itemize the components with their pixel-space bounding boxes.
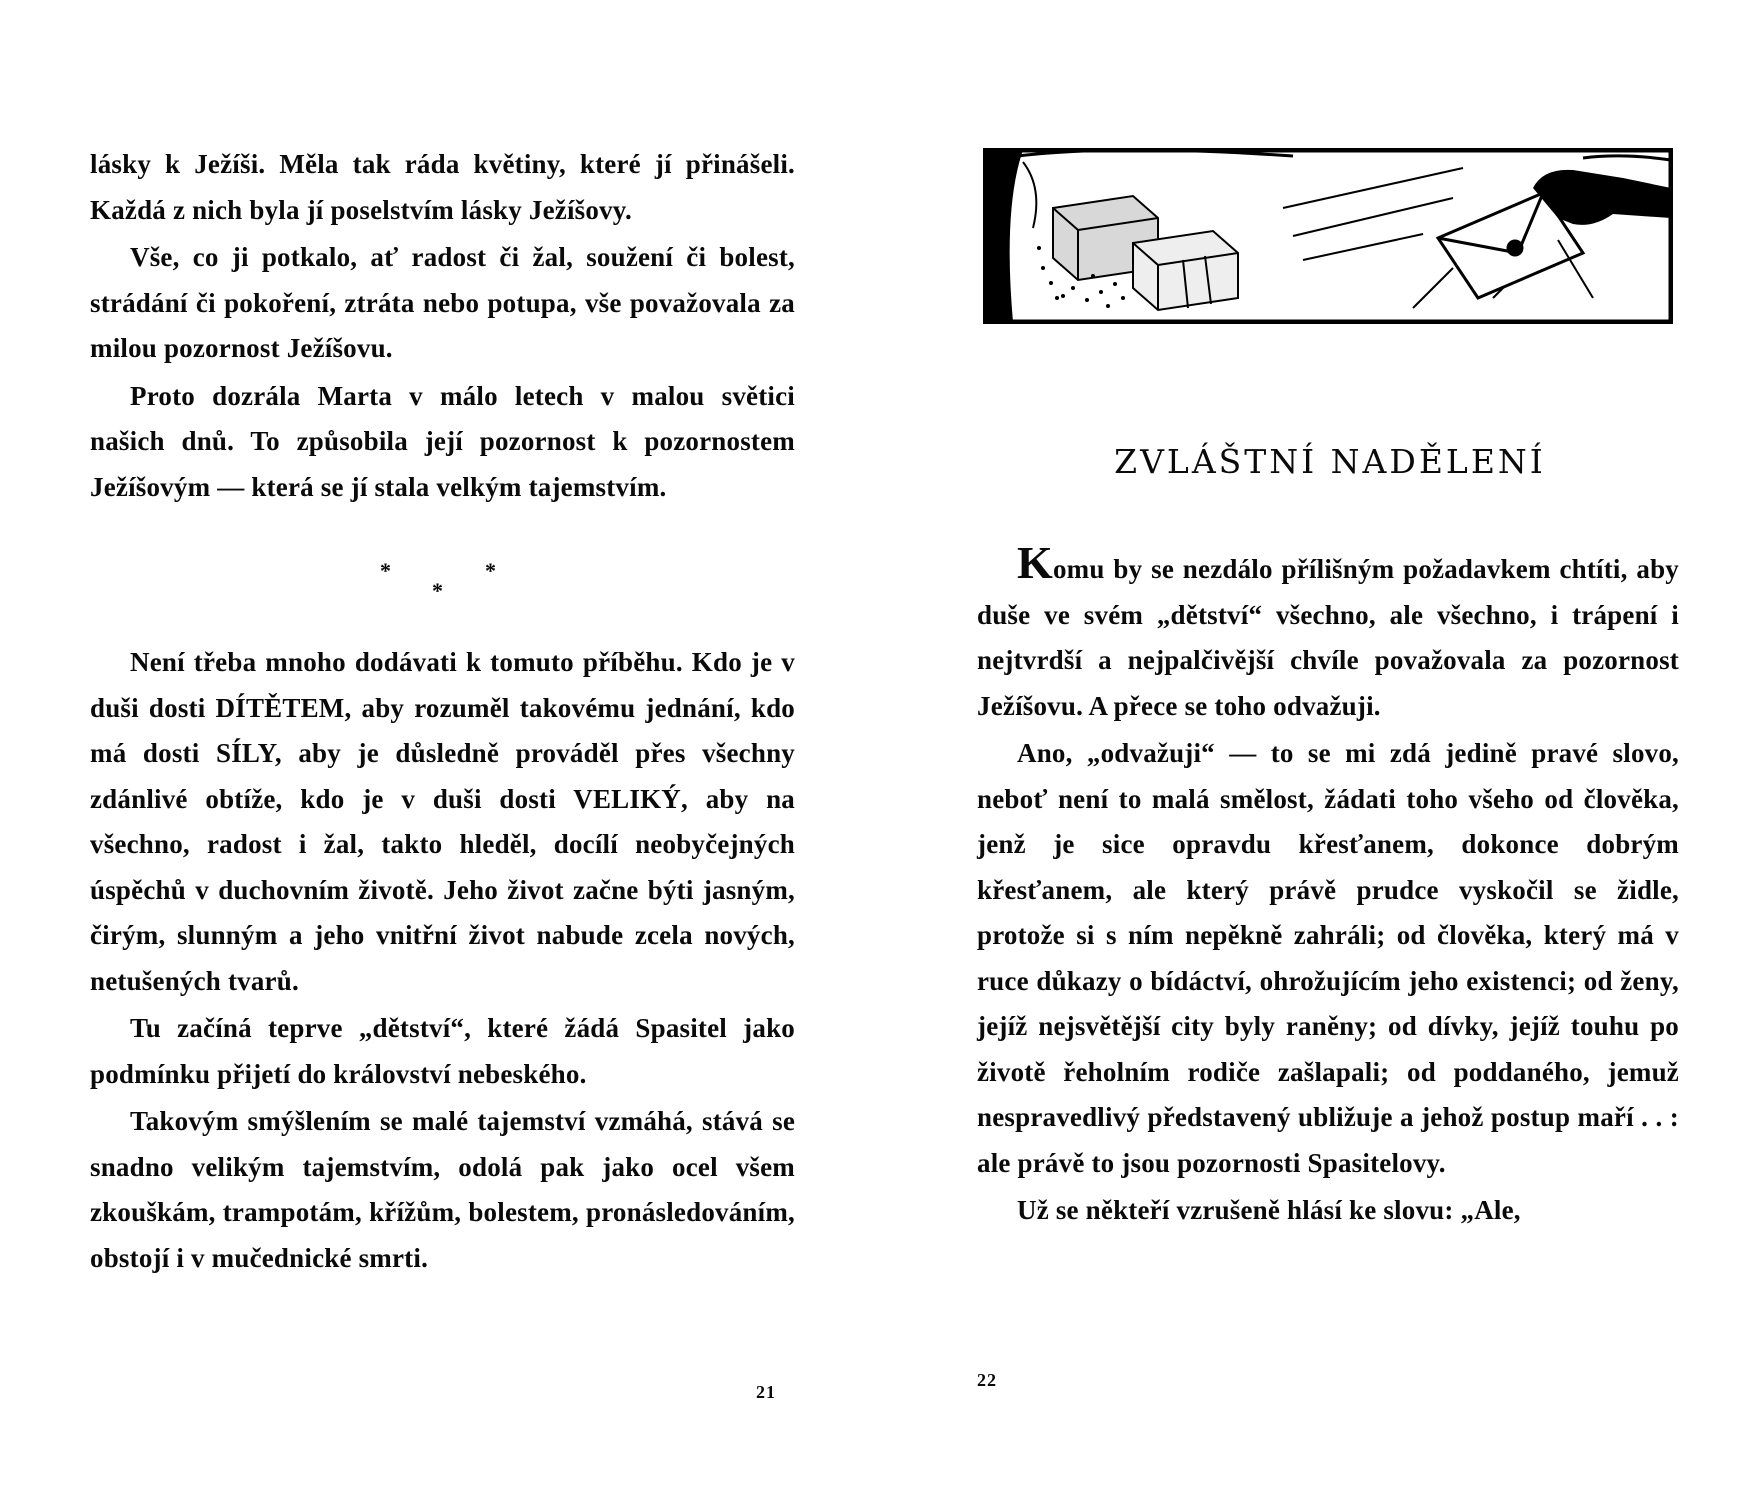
paragraph: Komu by se nezdálo přílišným požadavkem chtíti, aby duše ve svém „dětství“ všechno, ale všechno, i trápení i nejtvrdší a nejpalčivější chvíle považovala za pozornost Ježíšovu. A přece se toho odvažuji. <box>977 537 1679 721</box>
chapter-title: ZVLÁŠTNÍ NADĚLENÍ <box>1114 442 1546 481</box>
page-number: 22 <box>977 1370 997 1390</box>
page-number: 21 <box>756 1382 776 1402</box>
paragraph: Ano, „odvažuji“ — to se mi zdá jedině pravé slovo, neboť není to malá smělost, žádati toho všeho od člověka, jenž je sice opravdu křesťanem, dokonce dobrým křesťanem, ale který právě prudce vyskočil se židle, protože si s ním nepěkně zahráli; od člověka, který má v ruce důkazy o bídáctví, ohrožujícím jeho existenci; od ženy, jejíž nejsvětější city byly raněny; od dívky, jejíž touhu po životě řeholním rodiče zašlapali; od poddaného, jemuž nespravedlivý představený ubližuje a jehož postup maří . . : ale právě to jsou pozornosti Spasitelovy. <box>977 738 1679 1178</box>
paragraph: lásky k Ježíši. Měla tak ráda květiny, které jí přinášeli. Každá z nich byla jí poselstvím lásky Ježíšovy. <box>90 149 795 225</box>
paragraph: Takovým smýšlením se malé tajemství vzmáhá, stává se snadno velikým tajemstvím, odolá pak jako ocel všem zkouškám, trampotám, křížům, bolestem, pronásledováním, obstojí i v mučednické smrti. <box>90 1106 795 1273</box>
paragraph: Vše, co ji potkalo, ať radost či žal, soužení či bolest, strádání či pokoření, ztráta nebo potupa, vše považovala za milou pozornost Ježíšovu. <box>90 242 795 363</box>
asterisk: * <box>485 558 496 583</box>
paragraph: Proto dozrála Marta v málo letech v malou světici našich dnů. To způsobila její pozornost k pozornostem Ježíšovým — která se jí stala velkým tajemstvím. <box>90 380 795 502</box>
asterisk: * <box>380 558 391 583</box>
left-text-top <box>90 142 795 510</box>
paragraph: Už se někteří vzrušeně hlásí ke slovu: „Ale, <box>1017 1195 1521 1225</box>
paragraph: Tu začíná teprve „dětství“, které žádá Spasitel jako podmínku přijetí do království nebeského. <box>90 1013 795 1089</box>
envelope-hand-vignette-icon <box>983 148 1673 324</box>
section-separator <box>380 558 510 608</box>
left-text-bottom <box>90 640 795 1281</box>
paragraph: Není třeba mnoho dodávati k tomuto příběhu. Kdo je v duši dosti DÍTĚTEM, aby rozuměl takovému jednání, kdo má dosti SÍLY, aby je důsledně prováděl přes všechny zdánlivé obtíže, kdo je v duši dosti VELIKÝ, aby na všechno, radost i žal, takto hleděl, docílí neobyčejných úspěchů v duchovním životě. Jeho život začne býti jasným, čirým, slunným a jeho vnitřní život nabude zcela nových, netušených tvarů. <box>90 647 795 996</box>
right-text <box>977 537 1679 1234</box>
asterisk: * <box>432 578 443 603</box>
